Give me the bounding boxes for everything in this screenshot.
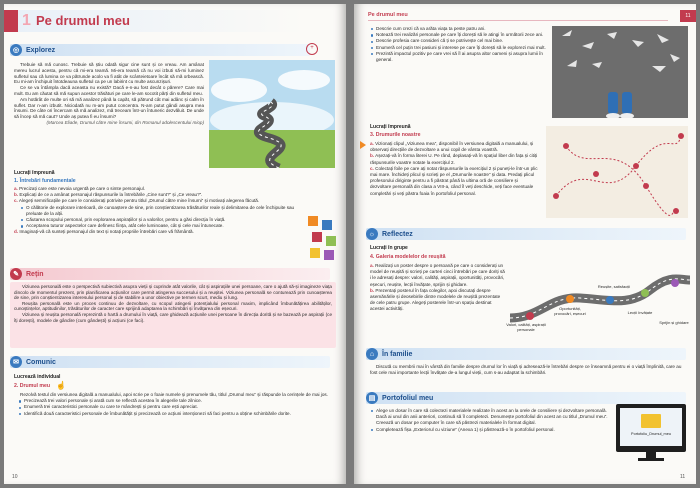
retin-text: Viziunea personală este o perspectivă subiectivă asupra vieții și cuprinde atât valorile, cât și aspirațiile unei persoane, care o ajută să-și imagineze viața dincolo de momentul prezent, prin planificarea acțiunilor care permit atingerea succesului și a reușitei. Viziunea personală se conturează prin cunoașterea de sine, prin conștientizarea interesului personal și de stabilire a unor obiective pe termen scurt, mediu și lung. Reușita personală este un proces continuu de dezvoltare, cu scopul atingerii potențialului personal maxim, implicând îmbunătățirea abilităților, cunoștințelor, aptitudinilor, trăsăturilor de caracter care sprijină adaptarea la schimbări și învățarea din eșecuri. Viziunea și reușita personală reprezintă o hartă a drumului în viață, care ghidează acțiunile unei persoane în direcția dorită și se bazează pe aspirații (ce îți dorești), modele de gândire (cum gândești) și acțiuni (ce faci).	[14, 284, 332, 323]
road-label-1: Valori, calități, aspirații personale	[506, 322, 546, 332]
list-item: Enumeră cel puțin trei pasiuni și interese pe care îți dorești să le explorezi mai mult.	[370, 45, 546, 51]
hand-icon: ☝	[56, 381, 66, 390]
section-2-heading: 2. Drumul meu	[14, 383, 51, 389]
top-bullets	[370, 26, 546, 63]
road-label-5: Sprijin și ghidare	[659, 320, 689, 325]
search-icon[interactable]: +	[306, 43, 318, 55]
road-label-2: Oportunități, provocări, eșecuri	[554, 306, 586, 316]
list-item: Identifică două caracteristici personale de îmbunătățit și precizează ce acțiuni intenționezi să faci pentru a obține schimbările dorite.	[18, 411, 334, 417]
list-item: Acceptarea tuturor aspectelor care definesc ființa, atât cele luminoase, cât și cele mai întunecate.	[20, 223, 302, 229]
arrows-feet-photo	[552, 26, 688, 118]
section-4-body: a. Realizați un poster despre o persoană pe care o considerați un model de reușită și scrieți pe carteri cinci întrebări pe care doriți să i le adresați despre: valori, calități, aspirații, oportunități, provocări, eșecuri, reușite, lecții învățate, sprijin și ghidare. b. Prezentați posterul în fața colegilor, apoi discutați despre asemănările și deosebirile dintre modelele de reușită prezentate de cele patru grupe. Alegeți posterele într-un spațiu destinat acestei activități.	[370, 263, 505, 312]
list-item: Prezintă impactul pozitiv pe care vrei să îl ai asupra altor oameni și asupra lumii în general.	[370, 51, 546, 63]
lucrati-impreuna-label: Lucrați împreună	[370, 124, 411, 130]
lucrati-in-grupe-label: Lucrați în grupe	[370, 245, 408, 251]
chapter-number: 1	[22, 12, 31, 29]
retin-heading: ✎ Rețin	[10, 268, 330, 280]
road-label-4: Lecții învățate	[627, 310, 653, 315]
page-number: 11	[680, 474, 686, 480]
in-familie-heading: ⌂ În familie	[366, 348, 686, 360]
running-head-rule	[368, 20, 668, 21]
list-item: Completează fișa „Exteriorul cu viziune” (Anexa 1) și păstrează-o în portofoliul personal.	[370, 427, 610, 433]
folder-icon: ▤	[366, 392, 378, 404]
family-icon: ⌂	[366, 348, 378, 360]
section-2-body: Rezolvă testul din versiunea digitală a manualului, apoi scrie pe o foaie numele și prenumele tău, titlul „Drumul meu” și răspunde la cerințele de mai jos. Precizează trei valori personale și arată cum se reflectă acestea în alegerile tale zilnice. Enumeră trei caracteristici personale cu care te mândrești și pentru care ești apreciat. Identifică două caracteristici personale de îmbunătățit și precizează ce acțiuni intenționezi să faci pentru a obține schimbările dorite.	[14, 392, 334, 417]
list-item: Căutarea scopului personal, prin explorarea aspirațiilor și a valorilor, pentru a găsi direcția în viață.	[20, 217, 302, 223]
left-page	[4, 4, 346, 484]
chat-icon: ✉	[10, 356, 22, 368]
pins-map-illustration	[546, 126, 688, 218]
list-item: Descrie cum crezi că va arăta viața ta peste patru ani.	[370, 26, 546, 32]
mirror-icon: ☼	[366, 228, 378, 240]
compass-icon: ◎	[10, 44, 22, 56]
lucreaza-individual-label: Lucrează individual	[14, 374, 61, 380]
explorez-text: Trebuie să mă cunosc. Trebuie să știu odată sigur cine sunt și ce vreau. Am amânat mereu lucrul acesta, pentru că mi-era teamă. Mi-era teamă că nu voi izbuti să-mi luminez sufletul sau că lumina ce va pătrunde acolo va fi atât de scânteietoare încât să mă orbească. Eu mi-am închipuit întotdeauna sufletul ca pe un labirint cu multe ascunzișuri. Ce se va întâmpla dacă aceasta nu există? Dacă e-n-au fost decât o părere? Care mai mult. Eu am căutat să mă supun acestor trăsături pe care le-am socotit părți din sufletul meu. Am hotărât de multe ori să mă analizez până la capăt, să pătrund cât mai adânc și calm în suflet. Dar n-am izbutit. Niciodată nu m-am putut concentra. N-am putut gândi asupra mea însumi. De câte ori încercam să mă analizez, mă treceam într-un întuneric dezvăluit. De unde să încep să mă caut? Unde aș putea fi eu însumi? (Marcea Eliade, Drumul către mine însumi, din Romanul adolescentului miop)	[14, 62, 204, 125]
puzzle-pieces-illustration	[304, 212, 342, 262]
section-3-heading: 3. Drumurile noastre	[370, 132, 421, 138]
in-familie-text: Discută cu membrii mai în vârstă din familie despre drumul lor în viață și adresează-le întrebări despre ce înseamnă pentru ei o viață împlinită, care au fost cele mai importante lecții învățate de-a lungul vieții, cum s-au adaptat la schimbări.	[370, 364, 682, 376]
page-tab: 11	[680, 10, 696, 22]
monitor-base	[638, 458, 664, 461]
right-page	[354, 4, 696, 484]
list-item: Alege un dosar în care să colectezi materialele realizate în acest an la orele de consiliere și dezvoltare personală. Dacă ai unul din anii anteriori, continuă să îl completezi. Denumește portofoliul din acest an cu titlul „Drumul meu”. Creează un dosar pe computer în care să păstrezi materialele în format digital.	[370, 408, 610, 427]
lucrati-impreuna-label: Lucrați împreună	[14, 170, 55, 176]
section-1-heading: 1. Întrebări fundamentale	[14, 178, 76, 184]
section-1-body: a. Precizați care este nevoia urgentă pe care o simte personajul. b. Explicați de ce a amânat personajul răspunsurile la întrebările „Cine sunt?” și „Ce vreau?”. c. Alegeți semnificațiile pe care le considerați potrivite pentru titlul „Drumul către mine însumi” și motivați alegerea făcută. O călătorie de explorare interioară, de cunoaștere de sine, prin conștientizarea trăsăturilor reale și delimitarea de cele închipuite sau preluate de la alții. Căutarea scopului personal, prin explorarea aspirațiilor și a valorilor, pentru a găsi direcția în viață. Acceptarea tuturor aspectelor care definesc ființa, atât cele luminoase, cât și cele mai întunecate. d. Imaginați-vă că sunteți personajul din text și notați propriile întrebări care vă frământă.	[14, 186, 302, 236]
road-label-3: Reușite, satisfacții	[597, 284, 631, 289]
chapter-title: Pe drumul meu	[36, 13, 130, 28]
page-number: 10	[12, 474, 18, 480]
running-head: Pe drumul meu	[368, 12, 408, 18]
list-item: Precizează trei valori personale și arată cum se reflectă acestea în alegerile tale zilnice.	[18, 398, 334, 404]
list-item: Descrie profesia care consideri că ți se potrivește cel mai bine.	[370, 38, 546, 44]
section-4-heading: 4. Galeria modelelor de reușită	[370, 254, 446, 260]
pin-icon: ✎	[10, 268, 22, 280]
play-icon[interactable]	[360, 141, 366, 149]
list-item: Notează trei realizări personale pe care îți dorești să le atingi în următorii zece ani.	[370, 32, 546, 38]
portofoliu-heading: ▤ Portofoliul meu	[366, 392, 686, 404]
section-3-body: a. Vizionați clipul „Viziunea mea”, disponibil în versiunea digitală a manualului, și observați direcțiile de dezvoltare a unui copil de vârsta voastră. b. Așezați-vă în forma literei U. Pe rând, deplasați-vă în spațiul liber din fața și citiți răspunsurile voastre notate la exercițiul 2. c. Colectați foile pe care ați notat răspunsurile la exercițiul 2 și puneți-le într-un plic mai mare. Închideți plicul și scrieți pe el „Drumurile noastre” și data. Predați plicul profesorului diriginte pentru a fi păstrat până la ultima oră de consiliere și dezvoltare personală din clasa a VIII-a, când îl veți deschide, veți face eventuale completări și veți păstra foaia în portofoliul personal.	[370, 141, 538, 196]
portofoliu-bullets	[370, 408, 610, 433]
comunic-heading: ✉ Comunic	[10, 356, 330, 368]
list-item: Enumeră trei caracteristici personale cu care te mândrești și pentru care ești apreciat.	[18, 404, 334, 410]
explorez-heading: ◎ Explorez	[10, 44, 310, 56]
winding-road-illustration	[209, 60, 335, 168]
folder-icon[interactable]	[641, 414, 661, 428]
chapter-tab	[4, 10, 18, 32]
list-item: O călătorie de explorare interioară, de cunoaștere de sine, prin conștientizarea trăsăturilor reale și delimitarea de cele închipuite sau preluate de la alții.	[20, 205, 302, 217]
folder-label[interactable]: Portofoliu_Drumul_meu	[631, 432, 671, 436]
reflectez-heading: ☼ Reflectez	[366, 228, 686, 240]
